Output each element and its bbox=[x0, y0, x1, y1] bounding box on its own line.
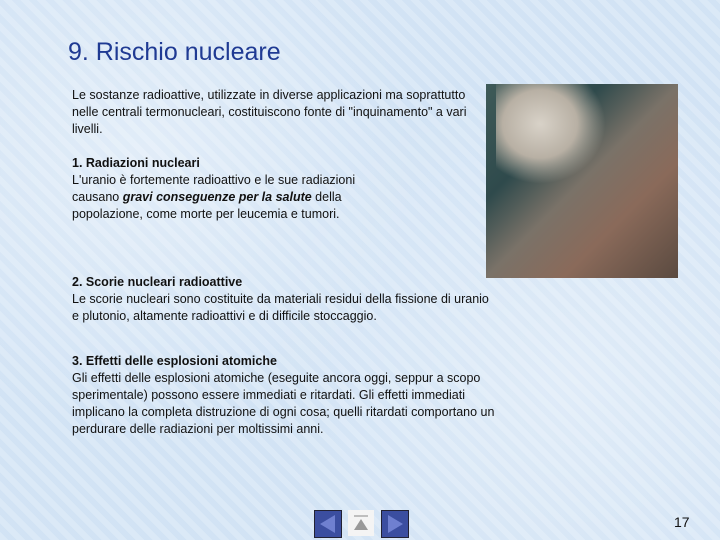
section-text: della popolazione, come morte per leucemia e tumori. bbox=[72, 190, 342, 221]
section-text: Le scorie nucleari sono costituite da materiali residui della fissione di uranio e plutonio, altamente radioattivi e di difficile stoccaggio. bbox=[72, 292, 489, 323]
section-text: L'uranio è fortemente radioattivo e le sue radiazioni causano bbox=[72, 173, 356, 204]
home-button[interactable] bbox=[348, 510, 374, 536]
intro-text: Le sostanze radioattive, utilizzate in diverse applicazioni ma soprattutto nelle centrali termonucleari, costituiscono fonte di "inquinamento" a vari livelli. bbox=[72, 88, 467, 136]
slide-title: 9. Rischio nucleare bbox=[68, 38, 281, 66]
section-heading: 3. Effetti delle esplosioni atomiche bbox=[72, 354, 277, 368]
section-emphasis: gravi conseguenze per la salute bbox=[122, 190, 312, 204]
next-slide-button[interactable] bbox=[381, 510, 409, 538]
section-2 bbox=[72, 274, 492, 325]
nuclear-plant-photo bbox=[486, 84, 678, 278]
arrow-left-icon bbox=[315, 511, 341, 537]
prev-slide-button[interactable] bbox=[314, 510, 342, 538]
page-number: 17 bbox=[674, 514, 690, 530]
arrow-right-icon bbox=[382, 511, 408, 537]
section-heading: 2. Scorie nucleari radioattive bbox=[72, 275, 243, 289]
section-text: Gli effetti delle esplosioni atomiche (eseguite ancora oggi, seppur a scopo sperimentale) possono essere immediati e ritardati. Gli effetti immediati implicano la completa distruzione di ogni cosa; quelli ritardati comportano un perdurare delle radiazioni per moltissimi anni. bbox=[72, 371, 495, 436]
section-1 bbox=[72, 155, 402, 223]
home-icon bbox=[348, 510, 374, 536]
section-3 bbox=[72, 353, 512, 438]
section-heading: 1. Radiazioni nucleari bbox=[72, 156, 200, 170]
